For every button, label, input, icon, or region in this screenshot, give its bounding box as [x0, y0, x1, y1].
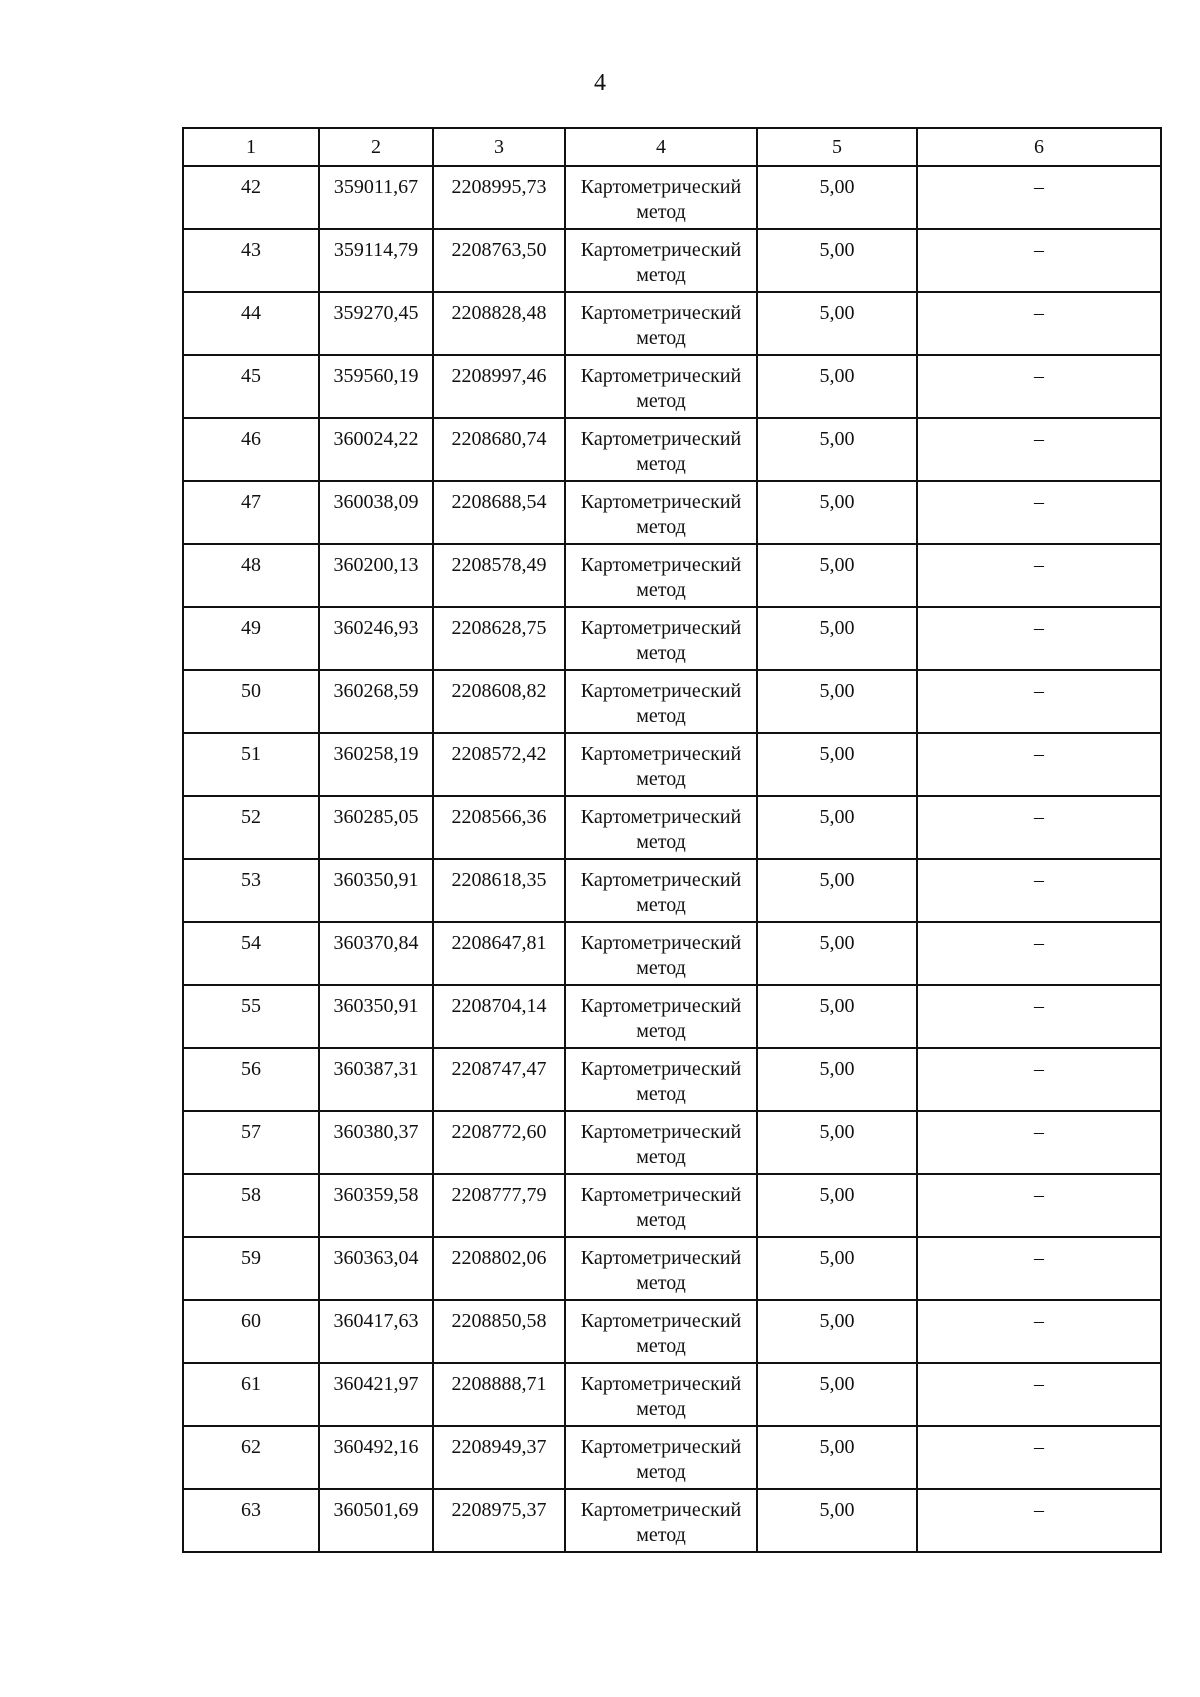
note-cell: –	[917, 859, 1161, 922]
method-line-1: Картометрический	[580, 1310, 742, 1332]
table-row	[183, 1489, 1161, 1552]
note-cell: –	[917, 544, 1161, 607]
point-number-cell: 62	[183, 1426, 319, 1489]
method-cell	[565, 1174, 757, 1237]
method-cell	[565, 1111, 757, 1174]
point-number-cell: 57	[183, 1111, 319, 1174]
accuracy-cell: 5,00	[757, 670, 917, 733]
x-coordinate-cell: 360380,37	[319, 1111, 433, 1174]
note-cell: –	[917, 1111, 1161, 1174]
x-coordinate-cell: 360200,13	[319, 544, 433, 607]
table-row	[183, 733, 1161, 796]
point-number-cell: 52	[183, 796, 319, 859]
accuracy-cell: 5,00	[757, 796, 917, 859]
method-cell	[565, 292, 757, 355]
accuracy-cell: 5,00	[757, 1363, 917, 1426]
x-coordinate-cell: 360038,09	[319, 481, 433, 544]
method-line-2: метод	[636, 1272, 686, 1294]
method-cell	[565, 670, 757, 733]
point-number-cell: 50	[183, 670, 319, 733]
accuracy-cell: 5,00	[757, 1237, 917, 1300]
method-cell	[565, 607, 757, 670]
x-coordinate-cell: 360350,91	[319, 859, 433, 922]
method-cell	[565, 229, 757, 292]
table-row	[183, 544, 1161, 607]
accuracy-cell: 5,00	[757, 544, 917, 607]
method-line-2: метод	[636, 516, 686, 538]
y-coordinate-cell: 2208704,14	[433, 985, 565, 1048]
method-line-1: Картометрический	[580, 1121, 742, 1143]
table-body	[183, 166, 1161, 1552]
method-cell	[565, 859, 757, 922]
table-row	[183, 1048, 1161, 1111]
method-cell	[565, 1489, 757, 1552]
point-number-cell: 48	[183, 544, 319, 607]
x-coordinate-cell: 360258,19	[319, 733, 433, 796]
y-coordinate-cell: 2208949,37	[433, 1426, 565, 1489]
method-line-2: метод	[636, 264, 686, 286]
x-coordinate-cell: 360421,97	[319, 1363, 433, 1426]
x-coordinate-cell: 360363,04	[319, 1237, 433, 1300]
method-line-2: метод	[636, 1020, 686, 1042]
x-coordinate-cell: 360246,93	[319, 607, 433, 670]
method-cell	[565, 166, 757, 229]
note-cell: –	[917, 1237, 1161, 1300]
table-row	[183, 418, 1161, 481]
table-row	[183, 1111, 1161, 1174]
accuracy-cell: 5,00	[757, 1174, 917, 1237]
method-line-1: Картометрический	[580, 1499, 742, 1521]
point-number-cell: 45	[183, 355, 319, 418]
table-row	[183, 1363, 1161, 1426]
table-row	[183, 859, 1161, 922]
y-coordinate-cell: 2208628,75	[433, 607, 565, 670]
note-cell: –	[917, 1363, 1161, 1426]
accuracy-cell: 5,00	[757, 1048, 917, 1111]
note-cell: –	[917, 1489, 1161, 1552]
method-line-1: Картометрический	[580, 932, 742, 954]
method-line-1: Картометрический	[580, 491, 742, 513]
point-number-cell: 58	[183, 1174, 319, 1237]
method-line-1: Картометрический	[580, 1058, 742, 1080]
column-header-4: 4	[565, 128, 757, 166]
y-coordinate-cell: 2208828,48	[433, 292, 565, 355]
method-line-2: метод	[636, 1398, 686, 1420]
accuracy-cell: 5,00	[757, 922, 917, 985]
note-cell: –	[917, 1174, 1161, 1237]
point-number-cell: 46	[183, 418, 319, 481]
column-header-3: 3	[433, 128, 565, 166]
table-row	[183, 1237, 1161, 1300]
note-cell: –	[917, 607, 1161, 670]
y-coordinate-cell: 2208747,47	[433, 1048, 565, 1111]
x-coordinate-cell: 360268,59	[319, 670, 433, 733]
x-coordinate-cell: 360350,91	[319, 985, 433, 1048]
x-coordinate-cell: 360370,84	[319, 922, 433, 985]
method-cell	[565, 544, 757, 607]
x-coordinate-cell: 359560,19	[319, 355, 433, 418]
x-coordinate-cell: 360387,31	[319, 1048, 433, 1111]
note-cell: –	[917, 922, 1161, 985]
column-header-6: 6	[917, 128, 1161, 166]
note-cell: –	[917, 292, 1161, 355]
method-line-1: Картометрический	[580, 554, 742, 576]
table-row	[183, 229, 1161, 292]
method-line-1: Картометрический	[580, 806, 742, 828]
note-cell: –	[917, 670, 1161, 733]
note-cell: –	[917, 1048, 1161, 1111]
method-line-1: Картометрический	[580, 617, 742, 639]
y-coordinate-cell: 2208572,42	[433, 733, 565, 796]
accuracy-cell: 5,00	[757, 985, 917, 1048]
point-number-cell: 51	[183, 733, 319, 796]
coordinates-table	[182, 127, 1162, 1553]
y-coordinate-cell: 2208608,82	[433, 670, 565, 733]
y-coordinate-cell: 2208688,54	[433, 481, 565, 544]
accuracy-cell: 5,00	[757, 607, 917, 670]
y-coordinate-cell: 2208777,79	[433, 1174, 565, 1237]
method-cell	[565, 922, 757, 985]
table-row	[183, 607, 1161, 670]
method-line-2: метод	[636, 1209, 686, 1231]
note-cell: –	[917, 481, 1161, 544]
method-line-2: метод	[636, 642, 686, 664]
method-line-1: Картометрический	[580, 176, 742, 198]
table-row	[183, 1174, 1161, 1237]
accuracy-cell: 5,00	[757, 733, 917, 796]
method-line-1: Картометрический	[580, 1436, 742, 1458]
method-line-2: метод	[636, 705, 686, 727]
table-row	[183, 1300, 1161, 1363]
x-coordinate-cell: 359270,45	[319, 292, 433, 355]
point-number-cell: 55	[183, 985, 319, 1048]
note-cell: –	[917, 418, 1161, 481]
method-cell	[565, 985, 757, 1048]
y-coordinate-cell: 2208995,73	[433, 166, 565, 229]
point-number-cell: 56	[183, 1048, 319, 1111]
y-coordinate-cell: 2208566,36	[433, 796, 565, 859]
method-line-2: метод	[636, 1524, 686, 1546]
note-cell: –	[917, 796, 1161, 859]
method-cell	[565, 1300, 757, 1363]
method-line-1: Картометрический	[580, 1184, 742, 1206]
page-number: 4	[594, 70, 606, 96]
y-coordinate-cell: 2208997,46	[433, 355, 565, 418]
y-coordinate-cell: 2208763,50	[433, 229, 565, 292]
y-coordinate-cell: 2208802,06	[433, 1237, 565, 1300]
accuracy-cell: 5,00	[757, 1111, 917, 1174]
table-row	[183, 355, 1161, 418]
method-line-2: метод	[636, 1083, 686, 1105]
table-row	[183, 166, 1161, 229]
method-line-1: Картометрический	[580, 365, 742, 387]
point-number-cell: 59	[183, 1237, 319, 1300]
method-line-2: метод	[636, 453, 686, 475]
method-line-2: метод	[636, 327, 686, 349]
accuracy-cell: 5,00	[757, 1489, 917, 1552]
table-row	[183, 292, 1161, 355]
method-cell	[565, 1048, 757, 1111]
method-line-2: метод	[636, 1335, 686, 1357]
method-cell	[565, 1237, 757, 1300]
method-cell	[565, 1426, 757, 1489]
table-row	[183, 670, 1161, 733]
method-line-2: метод	[636, 1146, 686, 1168]
note-cell: –	[917, 733, 1161, 796]
y-coordinate-cell: 2208680,74	[433, 418, 565, 481]
method-line-1: Картометрический	[580, 428, 742, 450]
method-line-2: метод	[636, 1461, 686, 1483]
column-header-1: 1	[183, 128, 319, 166]
point-number-cell: 44	[183, 292, 319, 355]
accuracy-cell: 5,00	[757, 418, 917, 481]
point-number-cell: 49	[183, 607, 319, 670]
x-coordinate-cell: 360417,63	[319, 1300, 433, 1363]
column-header-5: 5	[757, 128, 917, 166]
point-number-cell: 47	[183, 481, 319, 544]
method-line-2: метод	[636, 390, 686, 412]
method-line-1: Картометрический	[580, 1373, 742, 1395]
column-header-2: 2	[319, 128, 433, 166]
table-row	[183, 796, 1161, 859]
note-cell: –	[917, 166, 1161, 229]
point-number-cell: 61	[183, 1363, 319, 1426]
x-coordinate-cell: 360359,58	[319, 1174, 433, 1237]
accuracy-cell: 5,00	[757, 481, 917, 544]
x-coordinate-cell: 359114,79	[319, 229, 433, 292]
method-cell	[565, 355, 757, 418]
x-coordinate-cell: 360024,22	[319, 418, 433, 481]
accuracy-cell: 5,00	[757, 166, 917, 229]
note-cell: –	[917, 355, 1161, 418]
method-line-2: метод	[636, 894, 686, 916]
note-cell: –	[917, 985, 1161, 1048]
table-header-row	[183, 128, 1161, 166]
table-row	[183, 922, 1161, 985]
method-line-1: Картометрический	[580, 680, 742, 702]
method-cell	[565, 418, 757, 481]
y-coordinate-cell: 2208888,71	[433, 1363, 565, 1426]
method-cell	[565, 1363, 757, 1426]
method-cell	[565, 796, 757, 859]
method-line-1: Картометрический	[580, 743, 742, 765]
method-line-1: Картометрический	[580, 869, 742, 891]
note-cell: –	[917, 1426, 1161, 1489]
y-coordinate-cell: 2208975,37	[433, 1489, 565, 1552]
method-line-2: метод	[636, 831, 686, 853]
accuracy-cell: 5,00	[757, 859, 917, 922]
point-number-cell: 53	[183, 859, 319, 922]
point-number-cell: 54	[183, 922, 319, 985]
y-coordinate-cell: 2208647,81	[433, 922, 565, 985]
method-line-1: Картометрический	[580, 239, 742, 261]
note-cell: –	[917, 229, 1161, 292]
method-line-2: метод	[636, 579, 686, 601]
point-number-cell: 42	[183, 166, 319, 229]
y-coordinate-cell: 2208772,60	[433, 1111, 565, 1174]
method-cell	[565, 481, 757, 544]
accuracy-cell: 5,00	[757, 229, 917, 292]
accuracy-cell: 5,00	[757, 292, 917, 355]
point-number-cell: 63	[183, 1489, 319, 1552]
y-coordinate-cell: 2208578,49	[433, 544, 565, 607]
table-row	[183, 985, 1161, 1048]
point-number-cell: 60	[183, 1300, 319, 1363]
table-row	[183, 481, 1161, 544]
method-line-2: метод	[636, 768, 686, 790]
table-row	[183, 1426, 1161, 1489]
accuracy-cell: 5,00	[757, 355, 917, 418]
x-coordinate-cell: 360285,05	[319, 796, 433, 859]
y-coordinate-cell: 2208850,58	[433, 1300, 565, 1363]
method-line-2: метод	[636, 957, 686, 979]
method-line-1: Картометрический	[580, 1247, 742, 1269]
method-line-1: Картометрический	[580, 302, 742, 324]
x-coordinate-cell: 360492,16	[319, 1426, 433, 1489]
x-coordinate-cell: 360501,69	[319, 1489, 433, 1552]
method-cell	[565, 733, 757, 796]
accuracy-cell: 5,00	[757, 1426, 917, 1489]
y-coordinate-cell: 2208618,35	[433, 859, 565, 922]
method-line-1: Картометрический	[580, 995, 742, 1017]
accuracy-cell: 5,00	[757, 1300, 917, 1363]
x-coordinate-cell: 359011,67	[319, 166, 433, 229]
method-line-2: метод	[636, 201, 686, 223]
point-number-cell: 43	[183, 229, 319, 292]
note-cell: –	[917, 1300, 1161, 1363]
